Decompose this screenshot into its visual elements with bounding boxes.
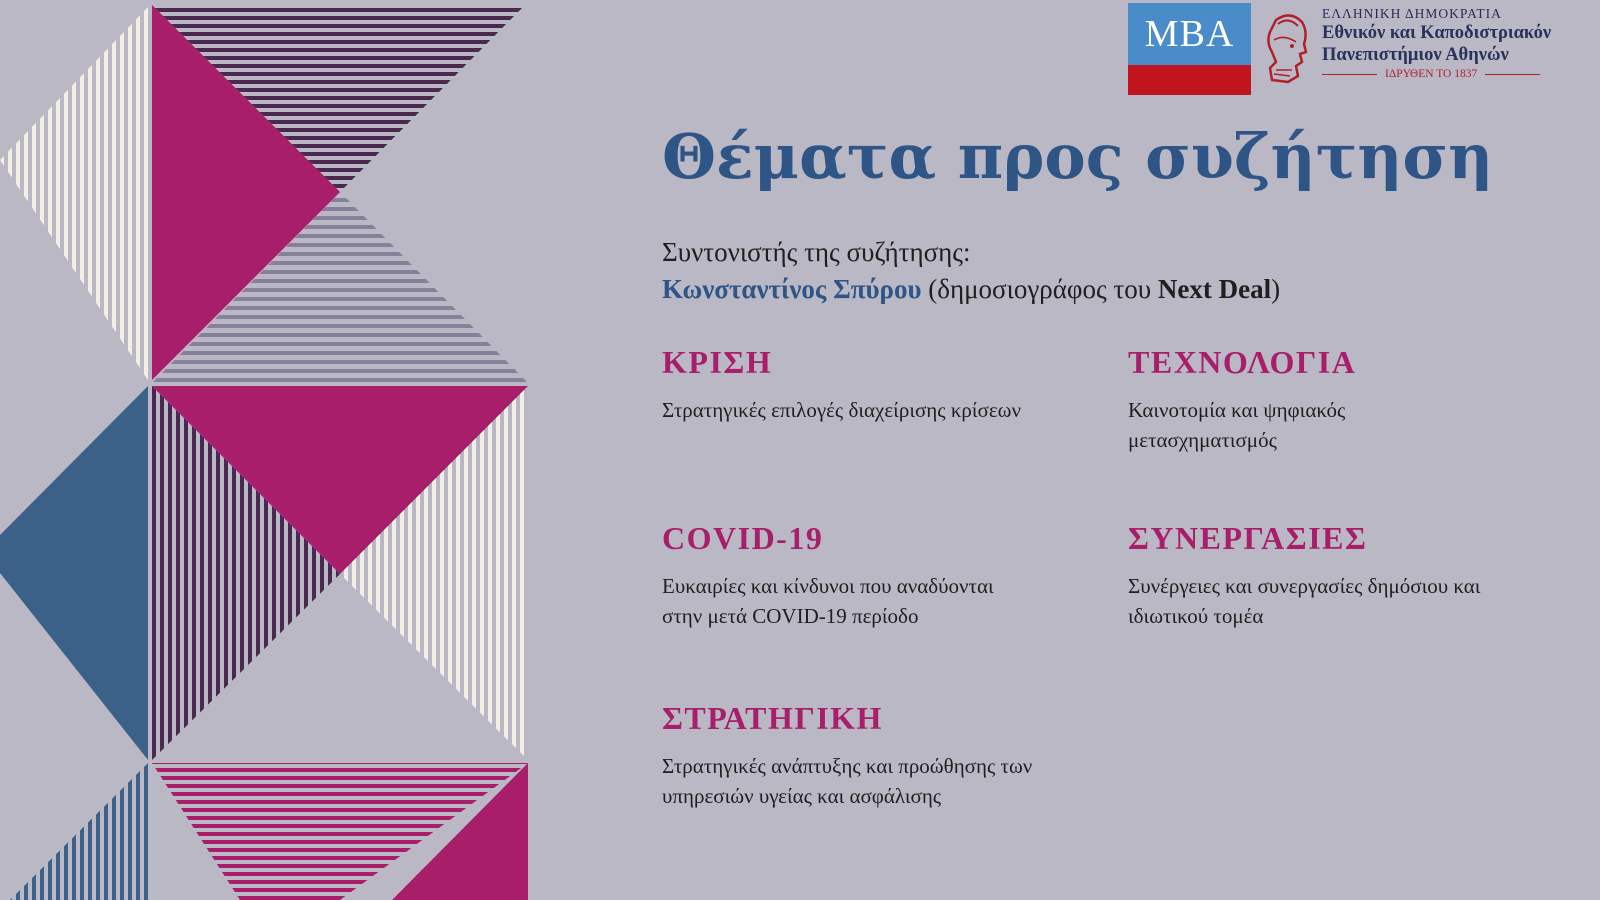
topic-covid	[662, 520, 1022, 631]
athena-seal-icon	[1262, 12, 1312, 88]
mba-logo	[1128, 3, 1251, 95]
moderator-role-prefix: (δημοσιογράφος του	[928, 274, 1152, 304]
topic-description: Στρατηγικές επιλογές διαχείρισης κρίσεων	[662, 398, 1021, 422]
university-name-line1: Εθνικόν και Καποδιστριακόν	[1322, 23, 1552, 43]
topic-heading: ΚΡΙΣΗ	[662, 344, 773, 380]
decorative-pattern	[0, 0, 530, 900]
topic-technology	[1128, 344, 1488, 455]
topic-heading: COVID-19	[662, 520, 824, 556]
page-title: Θέματα προς συζήτηση	[662, 120, 1494, 193]
topic-description: Ευκαιρίες και κίνδυνοι που αναδύονται στην μετά COVID-19 περίοδο	[662, 574, 994, 628]
founded-rule-right	[1485, 74, 1540, 75]
topic-heading: ΤΕΧΝΟΛΟΓΙΑ	[1128, 344, 1357, 380]
moderator-name: Κωνσταντίνος Σπύρου	[662, 274, 922, 304]
university-name-line2: Πανεπιστήμιον Αθηνών	[1322, 45, 1509, 65]
moderator-publication: Next Deal	[1157, 274, 1272, 304]
deco-triangle-cream-left	[0, 5, 150, 383]
topic-description: Καινοτομία και ψηφιακός μετασχηματισμός	[1128, 398, 1346, 452]
topic-heading: ΣΤΡΑΤΗΓΙΚΗ	[662, 700, 883, 736]
topic-partnerships	[1128, 520, 1518, 631]
moderator-block	[662, 234, 1280, 308]
mba-logo-red-band	[1128, 65, 1251, 95]
topic-crisis	[662, 344, 1022, 425]
topic-strategy	[662, 700, 1062, 811]
topic-description: Στρατηγικές ανάπτυξης και προώθησης των υπηρεσιών υγείας και ασφάλισης	[662, 754, 1033, 808]
founded-label	[1322, 68, 1551, 80]
deco-triangle-blue-left	[0, 386, 148, 760]
topic-description: Συνέργειες και συνεργασίες δημόσιου και ιδιωτικού τομέα	[1128, 574, 1481, 628]
mba-logo-text: MBA	[1128, 3, 1251, 65]
republic-label: ΕΛΛΗΝΙΚΗ ΔΗΜΟΚΡΑΤΙΑ	[1322, 6, 1502, 21]
moderator-label: Συντονιστής της συζήτησης:	[662, 237, 971, 267]
topic-heading: ΣΥΝΕΡΓΑΣΙΕΣ	[1128, 520, 1368, 556]
moderator-line	[662, 271, 1280, 308]
moderator-role-suffix: )	[1271, 274, 1281, 304]
founded-rule-left	[1322, 74, 1377, 75]
university-identity	[1322, 6, 1551, 80]
deco-triangle-blue-bottom	[10, 763, 148, 900]
founded-text: ΙΔΡΥΘΕΝ ΤΟ 1837	[1385, 68, 1478, 80]
